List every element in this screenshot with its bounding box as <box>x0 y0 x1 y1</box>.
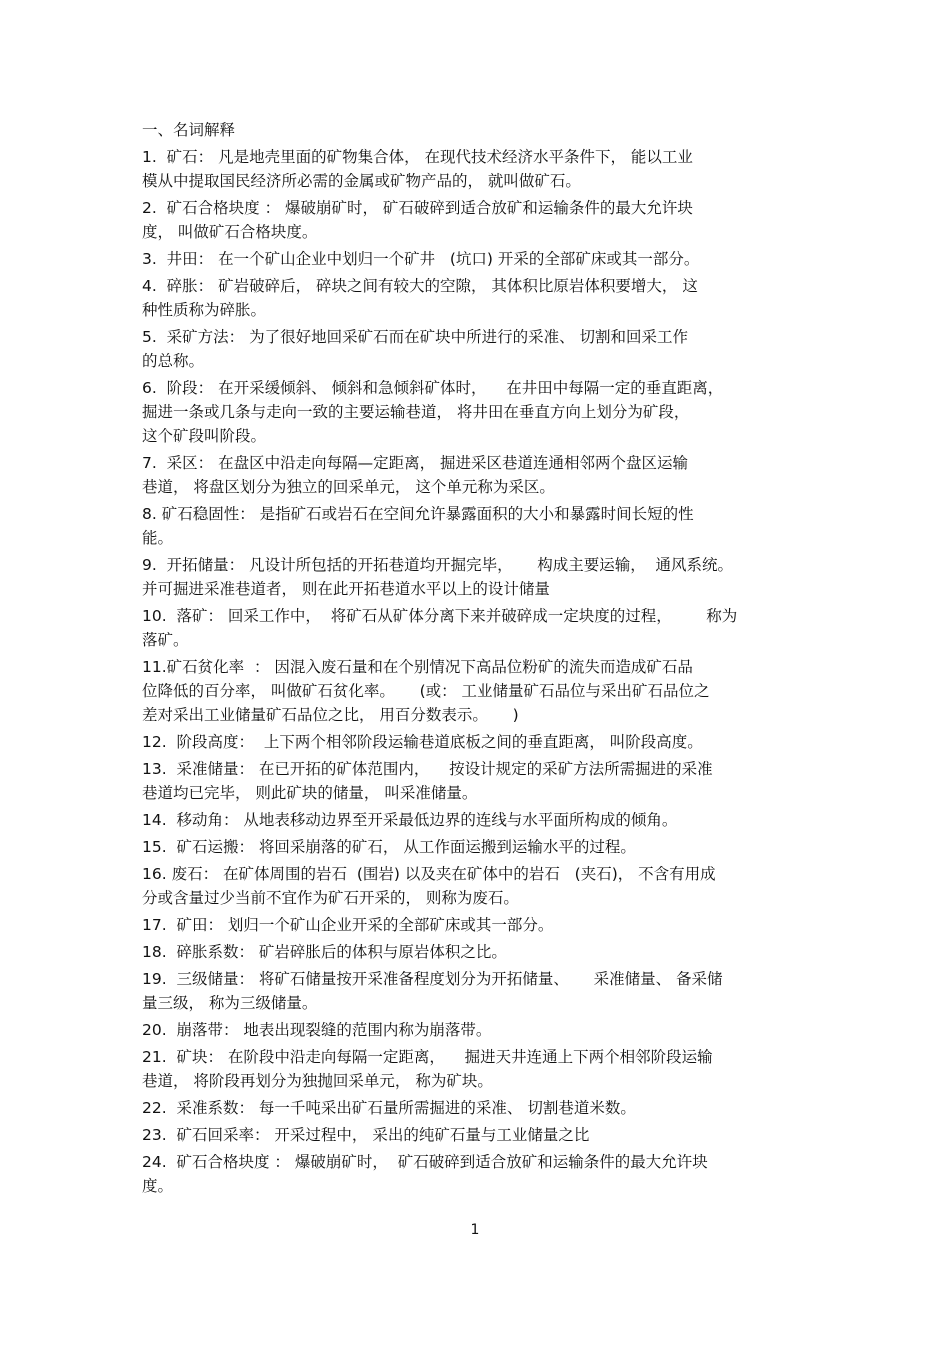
definition-line: 18. 碎胀系数： 矿岩碎胀后的体积与原岩体积之比。 <box>142 943 507 961</box>
definition-line: 巷道均已完毕， 则此矿块的储量， 叫采准储量。 <box>142 784 478 802</box>
definition-entry <box>142 247 814 271</box>
definition-line: 13. 采准储量： 在已开拓的矿体范围内， 按设计规定的采矿方法所需掘进的采准 <box>142 760 713 778</box>
definition-line: 21. 矿块： 在阶段中沿走向每隔一定距离， 掘进天井连通上下两个相邻阶段运输 <box>142 1048 713 1066</box>
definition-line: 种性质称为碎胀。 <box>142 301 267 319</box>
definition-entry <box>142 1018 814 1042</box>
definition-line: 14. 移动角： 从地表移动边界至开采最低边界的连线与水平面所构成的倾角。 <box>142 811 678 829</box>
definition-entry <box>142 862 814 910</box>
definition-entry <box>142 940 814 964</box>
definition-entry <box>142 451 814 499</box>
definition-entry <box>142 835 814 859</box>
definition-line: 6. 阶段： 在开采缓倾斜、 倾斜和急倾斜矿体时， 在井田中每隔一定的垂直距离， <box>142 379 724 397</box>
definition-line: 量三级， 称为三级储量。 <box>142 994 318 1012</box>
definition-line: 度， 叫做矿石合格块度。 <box>142 223 318 241</box>
definition-line: 17. 矿田： 划归一个矿山企业开采的全部矿床或其一部分。 <box>142 916 554 934</box>
definition-line: 巷道， 将盘区划分为独立的回采单元， 这个单元称为采区。 <box>142 478 555 496</box>
definition-entry <box>142 274 814 322</box>
definition-line: 差对采出工业储量矿石品位之比， 用百分数表示。 ) <box>142 706 519 724</box>
definition-entry <box>142 1123 814 1147</box>
definition-entry <box>142 808 814 832</box>
definition-entry <box>142 376 814 448</box>
definition-line: 落矿。 <box>142 631 189 649</box>
definition-line: 5. 采矿方法： 为了很好地回采矿石而在矿块中所进行的采准、 切割和回采工作 <box>142 328 688 346</box>
definition-line: 4. 碎胀： 矿岩破碎后， 碎块之间有较大的空隙， 其体积比原岩体积要增大， 这 <box>142 277 698 295</box>
definition-entry <box>142 502 814 550</box>
definition-entry <box>142 553 814 601</box>
definition-line: 掘进一条或几条与走向一致的主要运输巷道， 将井田在垂直方向上划分为矿段， <box>142 403 690 421</box>
definition-entry <box>142 757 814 805</box>
definition-line: 8. 矿石稳固性： 是指矿石或岩石在空间允许暴露面积的大小和暴露时间长短的性 <box>142 505 694 523</box>
section-title: 一、名词解释 <box>142 121 236 139</box>
definition-entry <box>142 1150 814 1198</box>
definition-line: 24. 矿石合格块度 ： 爆破崩矿时， 矿石破碎到适合放矿和运输条件的最大允许块 <box>142 1153 708 1171</box>
definition-entry <box>142 604 814 652</box>
page-number: 1 <box>470 1222 480 1238</box>
definition-line: 7. 采区： 在盘区中沿走向每隔—定距离， 掘进采区巷道连通相邻两个盘区运输 <box>142 454 688 472</box>
definition-entry <box>142 730 814 754</box>
definition-line: 并可掘进采准巷道者， 则在此开拓巷道水平以上的设计储量 <box>142 580 550 598</box>
definition-entry <box>142 325 814 373</box>
definition-line: 1. 矿石： 凡是地壳里面的矿物集合体， 在现代技术经济水平条件下， 能以工业 <box>142 148 693 166</box>
definition-line: 位降低的百分率， 叫做矿石贫化率。 (或： 工业储量矿石品位与采出矿石品位之 <box>142 682 710 700</box>
definition-line: 的总称。 <box>142 352 205 370</box>
definition-line: 15. 矿石运搬： 将回采崩落的矿石， 从工作面运搬到运输水平的过程。 <box>142 838 636 856</box>
definition-line: 23. 矿石回采率： 开采过程中， 采出的纯矿石量与工业储量之比 <box>142 1126 590 1144</box>
definition-line: 度。 <box>142 1177 174 1195</box>
definition-line: 模从中提取国民经济所必需的金属或矿物产品的， 就叫做矿石。 <box>142 172 581 190</box>
definition-line: 3. 井田： 在一个矿山企业中划归一个矿井 (坑口) 开采的全部矿床或其一部分。 <box>142 250 700 268</box>
definition-entry <box>142 967 814 1015</box>
definition-line: 9. 开拓储量： 凡设计所包括的开拓巷道均开掘完毕， 构成主要运输， 通风系统。 <box>142 556 734 574</box>
definition-line: 12. 阶段高度： 上下两个相邻阶段运输巷道底板之间的垂直距离， 叫阶段高度。 <box>142 733 703 751</box>
definition-entry <box>142 1096 814 1120</box>
definition-entry <box>142 1045 814 1093</box>
definition-line: 11.矿石贫化率 ： 因混入废石量和在个别情况下高品位粉矿的流失而造成矿石品 <box>142 658 693 676</box>
definition-line: 巷道， 将阶段再划分为独抛回采单元， 称为矿块。 <box>142 1072 493 1090</box>
definition-line: 能。 <box>142 529 174 547</box>
definition-line: 20. 崩落带： 地表出现裂缝的范围内称为崩落带。 <box>142 1021 492 1039</box>
definition-entry <box>142 913 814 937</box>
definition-line: 16. 废石： 在矿体周围的岩石 (围岩) 以及夹在矿体中的岩石 (夹石)， 不含有用成 <box>142 865 716 883</box>
definition-entry <box>142 655 814 727</box>
definition-line: 2. 矿石合格块度 ： 爆破崩矿时， 矿石破碎到适合放矿和运输条件的最大允许块 <box>142 199 693 217</box>
definition-line: 分或含量过少当前不宜作为矿石开采的， 则称为废石。 <box>142 889 519 907</box>
document-body <box>142 118 814 1201</box>
definition-line: 10. 落矿： 回采工作中， 将矿石从矿体分离下来并破碎成一定块度的过程， 称为 <box>142 607 738 625</box>
definition-entry <box>142 145 814 193</box>
definition-entry <box>142 196 814 244</box>
definition-line: 22. 采准系数： 每一千吨采出矿石量所需掘进的采准、 切割巷道米数。 <box>142 1099 636 1117</box>
definition-line: 19. 三级储量： 将矿石储量按开采准备程度划分为开拓储量、 采准储量、 备采储 <box>142 970 723 988</box>
definition-line: 这个矿段叫阶段。 <box>142 427 267 445</box>
